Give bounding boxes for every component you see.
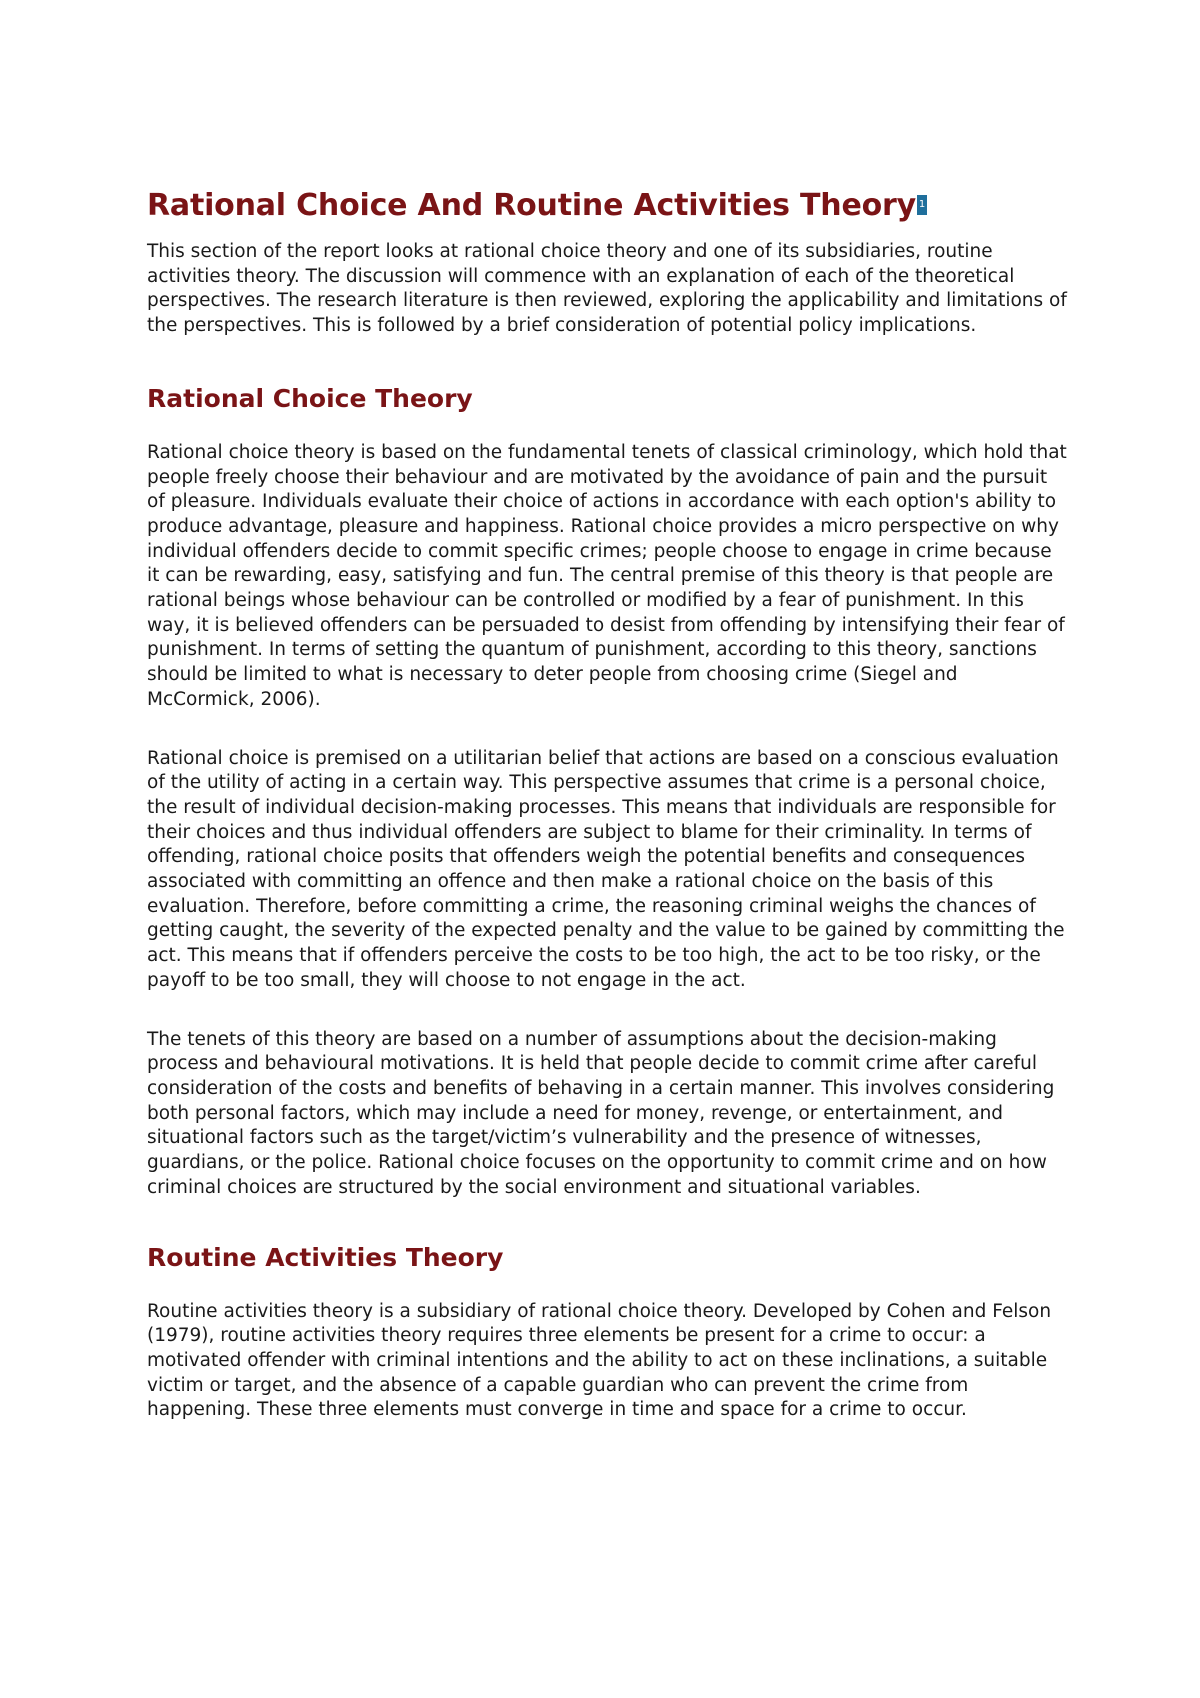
document-title-text: Rational Choice And Routine Activities Theory [147,188,916,223]
rational-choice-paragraph-3: The tenets of this theory are based on a number of assumptions about the decision-making process and behavioural motivations. It is held that people decide to commit crime after careful consideration of the costs and benefits of behaving in a certain manner. This involves considering both personal factors, which may include a need for money, revenge, or entertainment, and situational factors such as the target/victim’s vulnerability and the presence of witnesses, guardians, or the police. Rational choice focuses on the opportunity to commit crime and on how criminal choices are structured by the social environment and situational variables. [147,1028,1055,1198]
section-heading-routine-activities: Routine Activities Theory [147,1242,504,1272]
rational-choice-paragraph-2: Rational choice is premised on a utilitarian belief that actions are based on a conscious evaluation of the utility of acting in a certain way. This perspective assumes that crime is a personal choice, the result of individual decision-making processes. This means that individuals are responsible for their choices and thus individual offenders are subject to blame for their criminality. In terms of offending, rational choice posits that offenders weigh the potential benefits and consequences associated with committing an offence and then make a rational choice on the basis of this evaluation. Therefore, before committing a crime, the reasoning criminal weighs the chances of getting caught, the severity of the expected penalty and the value to be gained by committing the act. This means that if offenders perceive the costs to be too high, the act to be too risky, or the payoff to be too small, they will choose to not engage in the act. [147,747,1065,991]
rational-choice-paragraph-1: Rational choice theory is based on the fundamental tenets of classical criminology, which hold that people freely choose their behaviour and are motivated by the avoidance of pain and the pursuit of pleasure. Individuals evaluate their choice of actions in accordance with each option's ability to produce advantage, pleasure and happiness. Rational choice provides a micro perspective on why individual offenders decide to commit specific crimes; people choose to engage in crime because it can be rewarding, easy, satisfying and fun. The central premise of this theory is that people are rational beings whose behaviour can be controlled or modified by a fear of punishment. In this way, it is believed offenders can be persuaded to desist from offending by intensifying their fear of punishment. In terms of setting the quantum of punishment, according to this theory, sanctions should be limited to what is necessary to deter people from choosing crime (Siegel and McCormick, 2006). [147,441,1067,710]
document-title [147,186,1067,226]
intro-paragraph: This section of the report looks at rational choice theory and one of its subsidiaries, routine activities theory. The discussion will commence with an explanation of each of the theoretical perspectives. The research literature is then reviewed, exploring the applicability and limitations of the perspectives. This is followed by a brief consideration of potential policy implications. [147,241,1067,337]
document-page [147,186,1067,1423]
footnote-marker[interactable]: 1 [917,195,927,215]
section-heading-rational-choice: Rational Choice Theory [147,383,473,413]
routine-activities-paragraph-1: Routine activities theory is a subsidiary of rational choice theory. Developed by Cohen and Felson (1979), routine activities theory requires three elements be present for a crime to occur: a motivated offender with criminal intentions and the ability to act on these inclinations, a suitable victim or target, and the absence of a capable guardian who can prevent the crime from happening. These three elements must converge in time and space for a crime to occur. [147,1300,1052,1421]
